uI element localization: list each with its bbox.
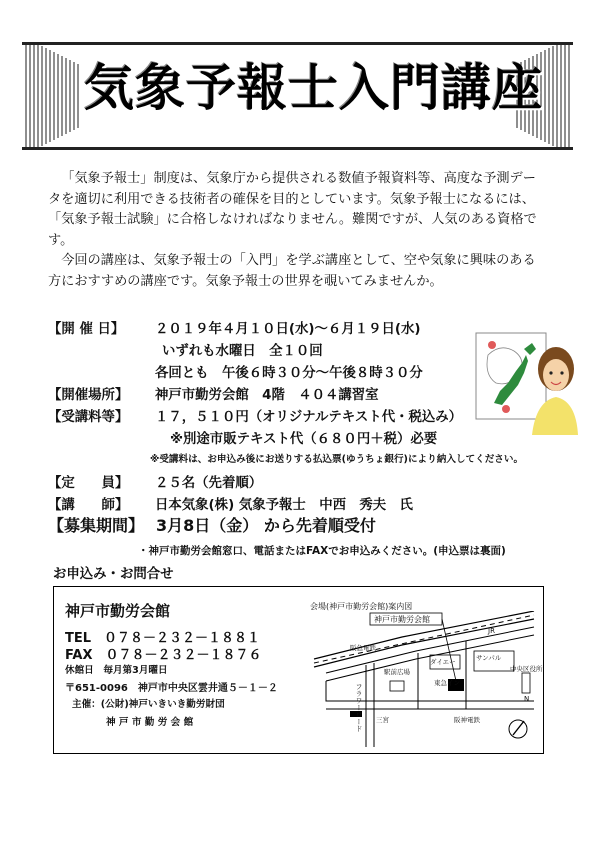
contact-closed: 休館日 毎月第3月曜日 — [65, 665, 168, 676]
map-label-hanshin: 阪神電鉄 — [454, 716, 480, 724]
date-line2: いずれも水曜日 全１０回 — [162, 344, 323, 359]
fee-line2: ※別途市販テキスト代（６８０円＋税）必要 — [170, 432, 438, 447]
date-value: ２０１９年４月１０日(水)～６月１９日(水) — [155, 322, 421, 337]
compass-icon: N — [524, 695, 530, 703]
period-label: 【募集期間】 — [48, 516, 145, 535]
map-label-flower-road: フラワーロード — [355, 683, 363, 732]
date-line3: 各回とも 午後６時３０分～午後８時３０分 — [155, 366, 423, 381]
instructor-label: 【講 師】 — [48, 498, 129, 513]
intro-text — [48, 169, 548, 293]
page-title: 気象予報士入門講座 — [84, 59, 543, 117]
capacity-value: ２５名（先着順） — [155, 476, 263, 491]
period-value: 3月8日（金） から先着順受付 — [156, 516, 376, 535]
contact-heading: お申込み・お問合せ — [53, 567, 174, 582]
capacity-label: 【定 員】 — [48, 476, 129, 491]
fee-label: 【受講料等】 — [48, 410, 129, 425]
map-label-tokyu-inn: 東急イン — [434, 679, 460, 687]
map-label-sannomiya: 三宮 — [376, 716, 389, 724]
venue-value: 神戸市勤労会館 4階 ４０４講習室 — [155, 388, 379, 403]
weather-illustration — [470, 325, 578, 437]
contact-tel: TEL ０７８－２３２－１８８１ — [65, 631, 261, 646]
map-label-ekimae: 駅前広場 — [384, 668, 410, 676]
apply-note: ・神戸市勤労会館窓口、電話またはFAXでお申込みください。(申込票は裏面) — [138, 545, 506, 557]
fee-note: ※受講料は、お申込み後にお送りする払込票(ゆうちょ銀行)により納入してください。 — [150, 454, 524, 465]
map-label-daiei: ダイエー — [430, 658, 456, 666]
map-label-city-office: 中央区役所 — [510, 665, 543, 673]
map-venue-label: 神戸市勤労会館 — [374, 615, 430, 624]
contact-name: 神戸市勤労会館 — [65, 602, 171, 620]
contact-box — [53, 586, 544, 754]
fee-value: １７，５１０円（オリジナルテキスト代・税込み） — [155, 410, 463, 425]
contact-fax: FAX ０７８－２３２－１８７６ — [65, 648, 262, 663]
map-label-sanpal: サンパル — [476, 654, 502, 662]
intro-paragraph-1: 「気象予報士」制度は、気象庁から提供される数値予報資料等、高度な予測データを適切に利用できる技術者の確保を目的としています。気象予報士になるには、「気象予報士試験」に合格しなければなりません。難関ですが、人気のある資格です。 — [48, 171, 537, 248]
map-label-jr: JR — [488, 627, 495, 635]
title-banner — [22, 40, 573, 152]
contact-organizer: 主催：(公財)神戸いきいき勤労財団 — [72, 699, 225, 710]
contact-organizer2: 神 戸 市 勤 労 会 館 — [106, 717, 194, 728]
instructor-value: 日本気象(株) 気象予報士 中西 秀夫 氏 — [155, 498, 413, 513]
date-label: 【開 催 日】 — [48, 322, 125, 337]
venue-label: 【開催場所】 — [48, 388, 129, 403]
map-caption: 会場(神戸市勤労会館)案内図 — [310, 602, 413, 611]
intro-paragraph-2: 今回の講座は、気象予報士の「入門」を学ぶ講座として、空や気象に興味のある方におすすめの講座です。気象予報士の世界を覗いてみませんか。 — [48, 253, 536, 289]
map-label-hankyu: 阪急電鉄 — [350, 644, 376, 652]
contact-address: 〒651-0096 神戸市中央区雲井通５－１－２ — [65, 683, 278, 694]
access-map — [306, 611, 538, 747]
